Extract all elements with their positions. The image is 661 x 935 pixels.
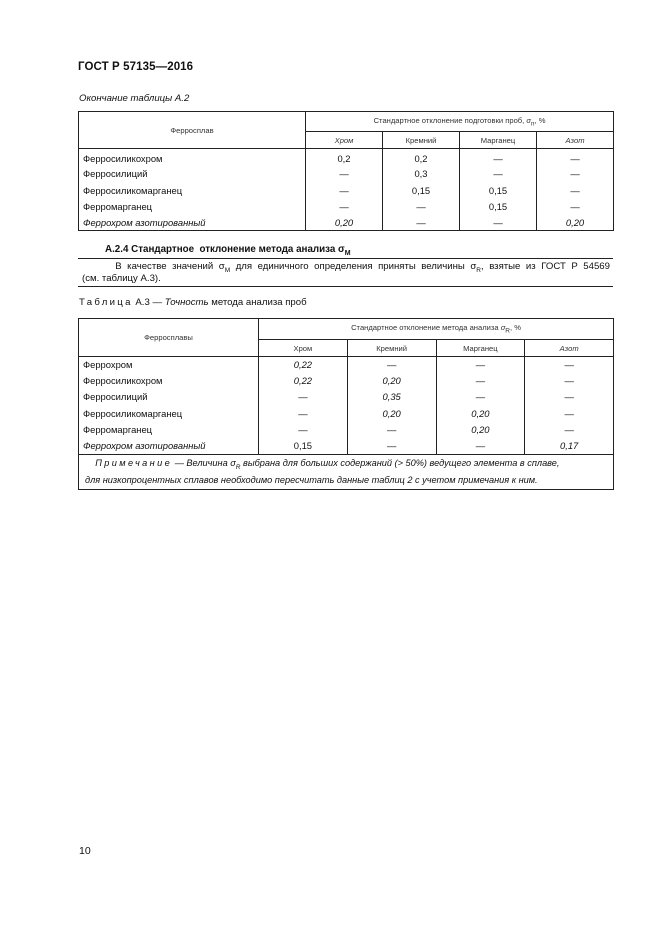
table2-first-col-header: Ферросплавы: [79, 319, 259, 357]
table-label: Таблица: [79, 297, 133, 308]
cell-value: —: [347, 422, 436, 438]
cell-value: 0,20: [347, 373, 436, 389]
paragraph-line: (см. таблицу А.3).: [82, 273, 161, 284]
cell-value: —: [537, 166, 614, 182]
cell-value: —: [436, 438, 525, 455]
cell-value: —: [525, 422, 614, 438]
cell-value: 0,20: [436, 422, 525, 438]
table2-group-header: Стандартное отклонение метода анализа $\sigma_R$, %: [259, 319, 614, 340]
cell-value: —: [525, 405, 614, 422]
cell-value: 0,35: [347, 389, 436, 405]
section-heading: А.2.4 Стандартное отклонение метода анализа $\sigma_M$: [105, 244, 351, 257]
cell-value: 0,15: [383, 182, 460, 199]
cell-value: 0,2: [383, 149, 460, 166]
row-label: Ферромарганец: [79, 422, 259, 438]
row-label: Ферросилиций: [79, 389, 259, 405]
cell-value: 0,15: [460, 182, 537, 199]
cell-value: 0,20: [436, 405, 525, 422]
table-row: [79, 149, 614, 166]
page-number: 10: [79, 845, 91, 857]
table1-first-col-header: Ферросплав: [79, 112, 306, 149]
table-row: [79, 389, 614, 405]
cell-value: 0,15: [460, 199, 537, 215]
cell-value: —: [525, 357, 614, 373]
row-label: Ферросиликомарганец: [79, 405, 259, 422]
table-row: [79, 182, 614, 199]
cell-value: —: [306, 199, 383, 215]
row-label: Ферросилиций: [79, 166, 306, 182]
row-label: Феррохром: [79, 357, 259, 373]
cell-value: —: [259, 405, 348, 422]
table2-col-header: Марганец: [436, 340, 525, 357]
cell-value: —: [383, 199, 460, 215]
table-row: [79, 166, 614, 182]
cell-value: —: [436, 357, 525, 373]
table-a3: [78, 318, 614, 490]
table-row: [79, 373, 614, 389]
cell-value: —: [347, 438, 436, 455]
row-label: Ферромарганец: [79, 199, 306, 215]
cell-value: —: [525, 389, 614, 405]
cell-value: —: [436, 389, 525, 405]
cell-value: 0,22: [259, 373, 348, 389]
note-line: для низкопроцентных сплавов необходимо пересчитать данные таблиц 2 с учетом примечания к ним.: [85, 475, 538, 486]
table-row: [79, 438, 614, 455]
table2-caption: [79, 297, 307, 308]
cell-value: 0,22: [259, 357, 348, 373]
table2-col-header: Кремний: [347, 340, 436, 357]
table-row: [79, 422, 614, 438]
cell-value: —: [525, 373, 614, 389]
cell-value: —: [347, 357, 436, 373]
row-label: Ферросиликохром: [79, 149, 306, 166]
row-label: Ферросиликохром: [79, 373, 259, 389]
table1-caption: Окончание таблицы А.2: [79, 93, 190, 104]
cell-value: —: [259, 422, 348, 438]
table-row: [79, 215, 614, 231]
table-title: Точность: [164, 297, 209, 308]
paragraph-line: В качестве значений $\sigma_M$ для единичного определения приняты величины $\sigma_R$, взятые из ГОСТ Р 54569: [82, 261, 610, 274]
cell-value: 0,15: [259, 438, 348, 455]
table1-group-header: Стандартное отклонение подготовки проб, $\sigma_п$, %: [306, 112, 614, 132]
row-label: Феррохром азотированный: [79, 438, 259, 455]
note-label: Примечание: [95, 458, 173, 468]
cell-value: —: [537, 182, 614, 199]
cell-value: —: [537, 149, 614, 166]
table-number: А.3 —: [135, 297, 163, 308]
row-label: Ферросиликомарганец: [79, 182, 306, 199]
table-note: Примечание — Величина $\sigma_R$ выбрана для больших содержаний (> 50%) ведущего элемента в сплаве, для низкопроцентных сплавов необходимо пересчитать данные таблиц 2 с учетом примечания к ним.: [79, 455, 614, 490]
table1-col-header: Азот: [537, 132, 614, 149]
cell-value: 0,17: [525, 438, 614, 455]
table-row: [79, 199, 614, 215]
table-row: [79, 405, 614, 422]
cell-value: —: [537, 199, 614, 215]
cell-value: —: [460, 215, 537, 231]
cell-value: 0,20: [347, 405, 436, 422]
cell-value: —: [306, 166, 383, 182]
table1-col-header: Марганец: [460, 132, 537, 149]
cell-value: —: [383, 215, 460, 231]
cell-value: —: [460, 166, 537, 182]
document-header: ГОСТ Р 57135—2016: [78, 61, 194, 73]
table1-col-header: Кремний: [383, 132, 460, 149]
row-label: Феррохром азотированный: [79, 215, 306, 231]
table-row: [79, 357, 614, 373]
table-title-rest: метода анализа проб: [211, 297, 307, 308]
cell-value: —: [460, 149, 537, 166]
table-a2-continuation: [78, 111, 614, 231]
table2-col-header: Хром: [259, 340, 348, 357]
table1-col-header: Хром: [306, 132, 383, 149]
table2-col-header: Азот: [525, 340, 614, 357]
cell-value: —: [259, 389, 348, 405]
cell-value: 0,20: [306, 215, 383, 231]
cell-value: —: [306, 182, 383, 199]
cell-value: 0,2: [306, 149, 383, 166]
cell-value: 0,3: [383, 166, 460, 182]
cell-value: —: [436, 373, 525, 389]
cell-value: 0,20: [537, 215, 614, 231]
